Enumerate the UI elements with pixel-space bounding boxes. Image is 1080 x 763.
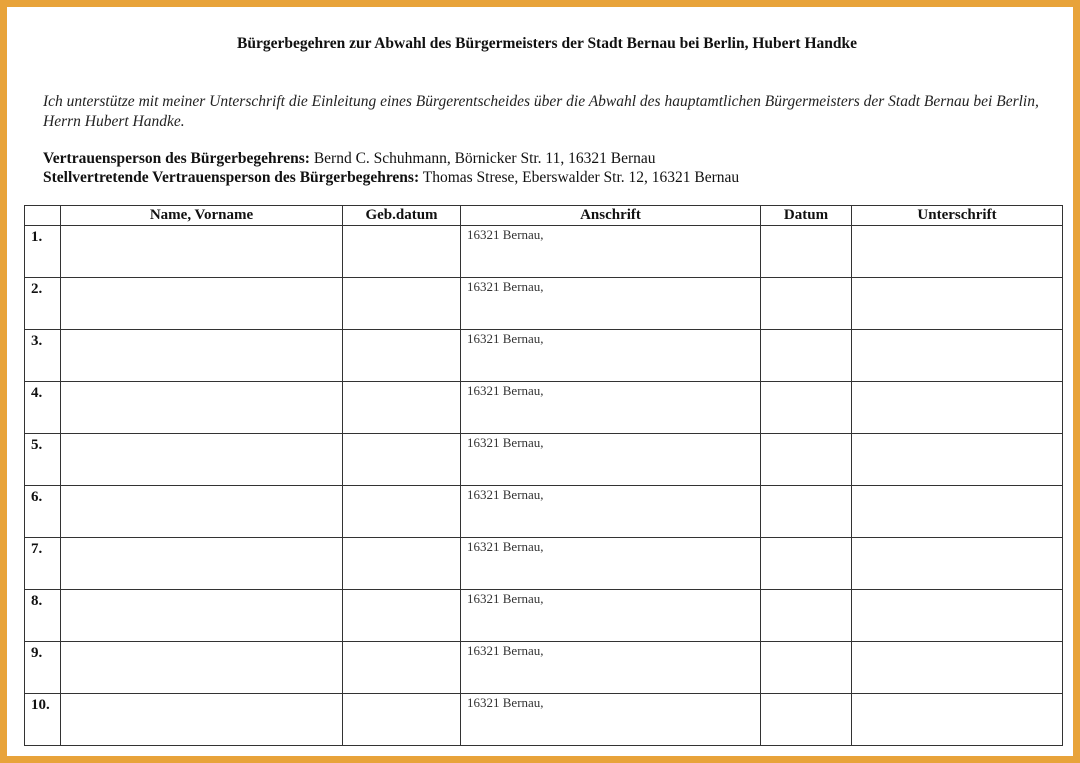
table-row — [25, 590, 1063, 642]
column-header-address: Anschrift — [461, 206, 761, 226]
signature-cell[interactable] — [852, 538, 1063, 590]
column-header-signature: Unterschrift — [852, 206, 1063, 226]
table-header-row — [25, 206, 1063, 226]
row-number: 4. — [25, 382, 61, 434]
date-cell[interactable] — [761, 382, 852, 434]
address-cell[interactable] — [461, 226, 761, 278]
date-cell[interactable] — [761, 226, 852, 278]
column-header-birthdate: Geb.datum — [343, 206, 461, 226]
address-prefill: 16321 Bernau, — [467, 539, 544, 554]
address-cell[interactable] — [461, 434, 761, 486]
address-prefill: 16321 Bernau, — [467, 435, 544, 450]
contact-deputy-value: Thomas Strese, Eberswalder Str. 12, 16321 Bernau — [422, 169, 740, 186]
table-row — [25, 278, 1063, 330]
address-prefill: 16321 Bernau, — [467, 331, 544, 346]
address-cell[interactable] — [461, 590, 761, 642]
birthdate-cell[interactable] — [343, 382, 461, 434]
date-cell[interactable] — [761, 590, 852, 642]
signature-cell[interactable] — [852, 590, 1063, 642]
date-cell[interactable] — [761, 278, 852, 330]
row-number: 10. — [25, 694, 61, 746]
table-row — [25, 538, 1063, 590]
row-number: 3. — [25, 330, 61, 382]
name-cell[interactable] — [61, 538, 343, 590]
contact-primary — [43, 149, 656, 169]
column-header-date: Datum — [761, 206, 852, 226]
signature-cell[interactable] — [852, 486, 1063, 538]
address-prefill: 16321 Bernau, — [467, 279, 544, 294]
table-row — [25, 642, 1063, 694]
birthdate-cell[interactable] — [343, 694, 461, 746]
row-number: 6. — [25, 486, 61, 538]
address-prefill: 16321 Bernau, — [467, 487, 544, 502]
address-cell[interactable] — [461, 486, 761, 538]
birthdate-cell[interactable] — [343, 278, 461, 330]
birthdate-cell[interactable] — [343, 590, 461, 642]
address-cell[interactable] — [461, 382, 761, 434]
contact-deputy — [43, 168, 739, 188]
birthdate-cell[interactable] — [343, 226, 461, 278]
signature-cell[interactable] — [852, 278, 1063, 330]
table-row — [25, 382, 1063, 434]
signature-cell[interactable] — [852, 642, 1063, 694]
address-prefill: 16321 Bernau, — [467, 591, 544, 606]
name-cell[interactable] — [61, 434, 343, 486]
signature-cell[interactable] — [852, 434, 1063, 486]
row-number: 5. — [25, 434, 61, 486]
table-row — [25, 486, 1063, 538]
document-title: Bürgerbegehren zur Abwahl des Bürgermeisters der Stadt Bernau bei Berlin, Hubert Handke — [237, 35, 857, 52]
intro-statement: Ich unterstütze mit meiner Unterschrift die Einleitung eines Bürgerentscheides über die Abwahl des hauptamtlichen Bürgermeisters der Stadt Bernau bei Berlin, Herrn Hubert Handke. — [43, 93, 1039, 130]
row-number: 1. — [25, 226, 61, 278]
petition-sheet — [14, 14, 1080, 763]
address-prefill: 16321 Bernau, — [467, 643, 544, 658]
name-cell[interactable] — [61, 486, 343, 538]
table-row — [25, 226, 1063, 278]
name-cell[interactable] — [61, 642, 343, 694]
row-number: 2. — [25, 278, 61, 330]
date-cell[interactable] — [761, 486, 852, 538]
table-row — [25, 434, 1063, 486]
contact-deputy-label: Stellvertretende Vertrauensperson des Bürgerbegehrens: — [43, 169, 420, 186]
row-number: 8. — [25, 590, 61, 642]
birthdate-cell[interactable] — [343, 642, 461, 694]
address-cell[interactable] — [461, 278, 761, 330]
signature-cell[interactable] — [852, 382, 1063, 434]
date-cell[interactable] — [761, 694, 852, 746]
signature-table — [24, 205, 1063, 746]
column-header-number — [25, 206, 61, 226]
date-cell[interactable] — [761, 642, 852, 694]
address-prefill: 16321 Bernau, — [467, 227, 544, 242]
address-cell[interactable] — [461, 330, 761, 382]
signature-table-body — [25, 226, 1063, 746]
row-number: 9. — [25, 642, 61, 694]
birthdate-cell[interactable] — [343, 330, 461, 382]
name-cell[interactable] — [61, 278, 343, 330]
birthdate-cell[interactable] — [343, 538, 461, 590]
date-cell[interactable] — [761, 330, 852, 382]
signature-cell[interactable] — [852, 694, 1063, 746]
contact-primary-label: Vertrauensperson des Bürgerbegehrens: — [43, 150, 310, 167]
contact-primary-value: Bernd C. Schuhmann, Börnicker Str. 11, 16321 Bernau — [313, 150, 656, 167]
column-header-name: Name, Vorname — [61, 206, 343, 226]
name-cell[interactable] — [61, 590, 343, 642]
address-prefill: 16321 Bernau, — [467, 383, 544, 398]
name-cell[interactable] — [61, 226, 343, 278]
address-cell[interactable] — [461, 642, 761, 694]
name-cell[interactable] — [61, 330, 343, 382]
address-cell[interactable] — [461, 694, 761, 746]
address-prefill: 16321 Bernau, — [467, 695, 544, 710]
name-cell[interactable] — [61, 382, 343, 434]
date-cell[interactable] — [761, 434, 852, 486]
birthdate-cell[interactable] — [343, 434, 461, 486]
signature-cell[interactable] — [852, 226, 1063, 278]
signature-cell[interactable] — [852, 330, 1063, 382]
name-cell[interactable] — [61, 694, 343, 746]
row-number: 7. — [25, 538, 61, 590]
table-row — [25, 330, 1063, 382]
table-row — [25, 694, 1063, 746]
address-cell[interactable] — [461, 538, 761, 590]
birthdate-cell[interactable] — [343, 486, 461, 538]
date-cell[interactable] — [761, 538, 852, 590]
